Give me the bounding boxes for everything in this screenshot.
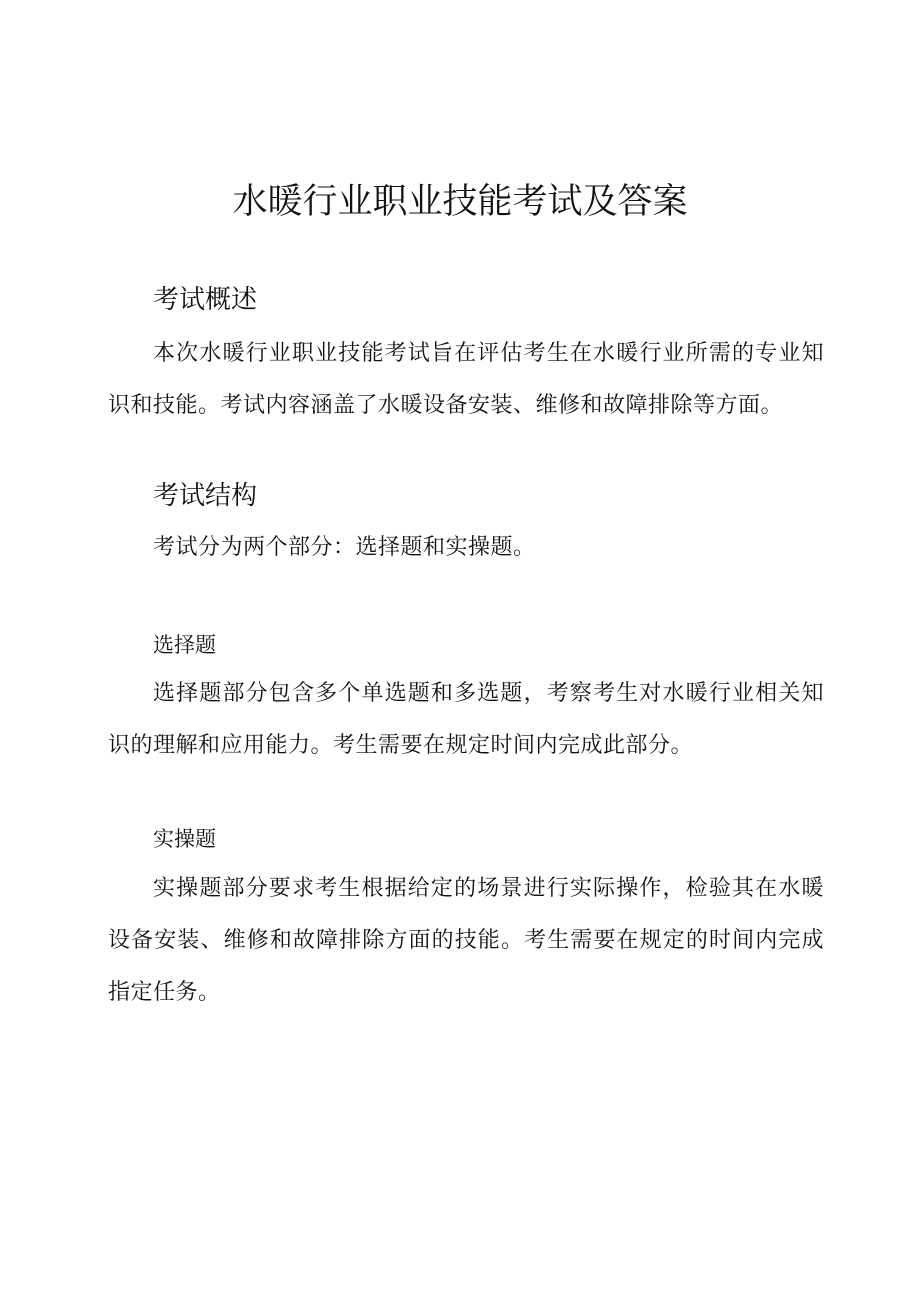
subsection-body-practical: 实操题部分要求考生根据给定的场景进行实际操作，检验其在水暖设备安装、维修和故障排除方面的技能。考生需要在规定的时间内完成指定任务。 bbox=[108, 876, 824, 1005]
section-body-structure: 考试分为两个部分：选择题和实操题。 bbox=[153, 535, 536, 560]
subsection-heading-multiple-choice: 选择题 bbox=[153, 633, 216, 657]
subsection-body-multiple-choice: 选择题部分包含多个单选题和多选题，考察考生对水暖行业相关知识的理解和应用能力。考生需要在规定时间内完成此部分。 bbox=[108, 681, 824, 758]
section-body-overview: 本次水暖行业职业技能考试旨在评估考生在水暖行业所需的专业知识和技能。考试内容涵盖了水暖设备安装、维修和故障排除等方面。 bbox=[108, 341, 824, 418]
document-title: 水暖行业职业技能考试及答案 bbox=[232, 182, 688, 222]
section-heading-overview: 考试概述 bbox=[153, 285, 258, 315]
subsection-heading-practical: 实操题 bbox=[153, 827, 216, 851]
section-heading-structure: 考试结构 bbox=[153, 481, 258, 511]
